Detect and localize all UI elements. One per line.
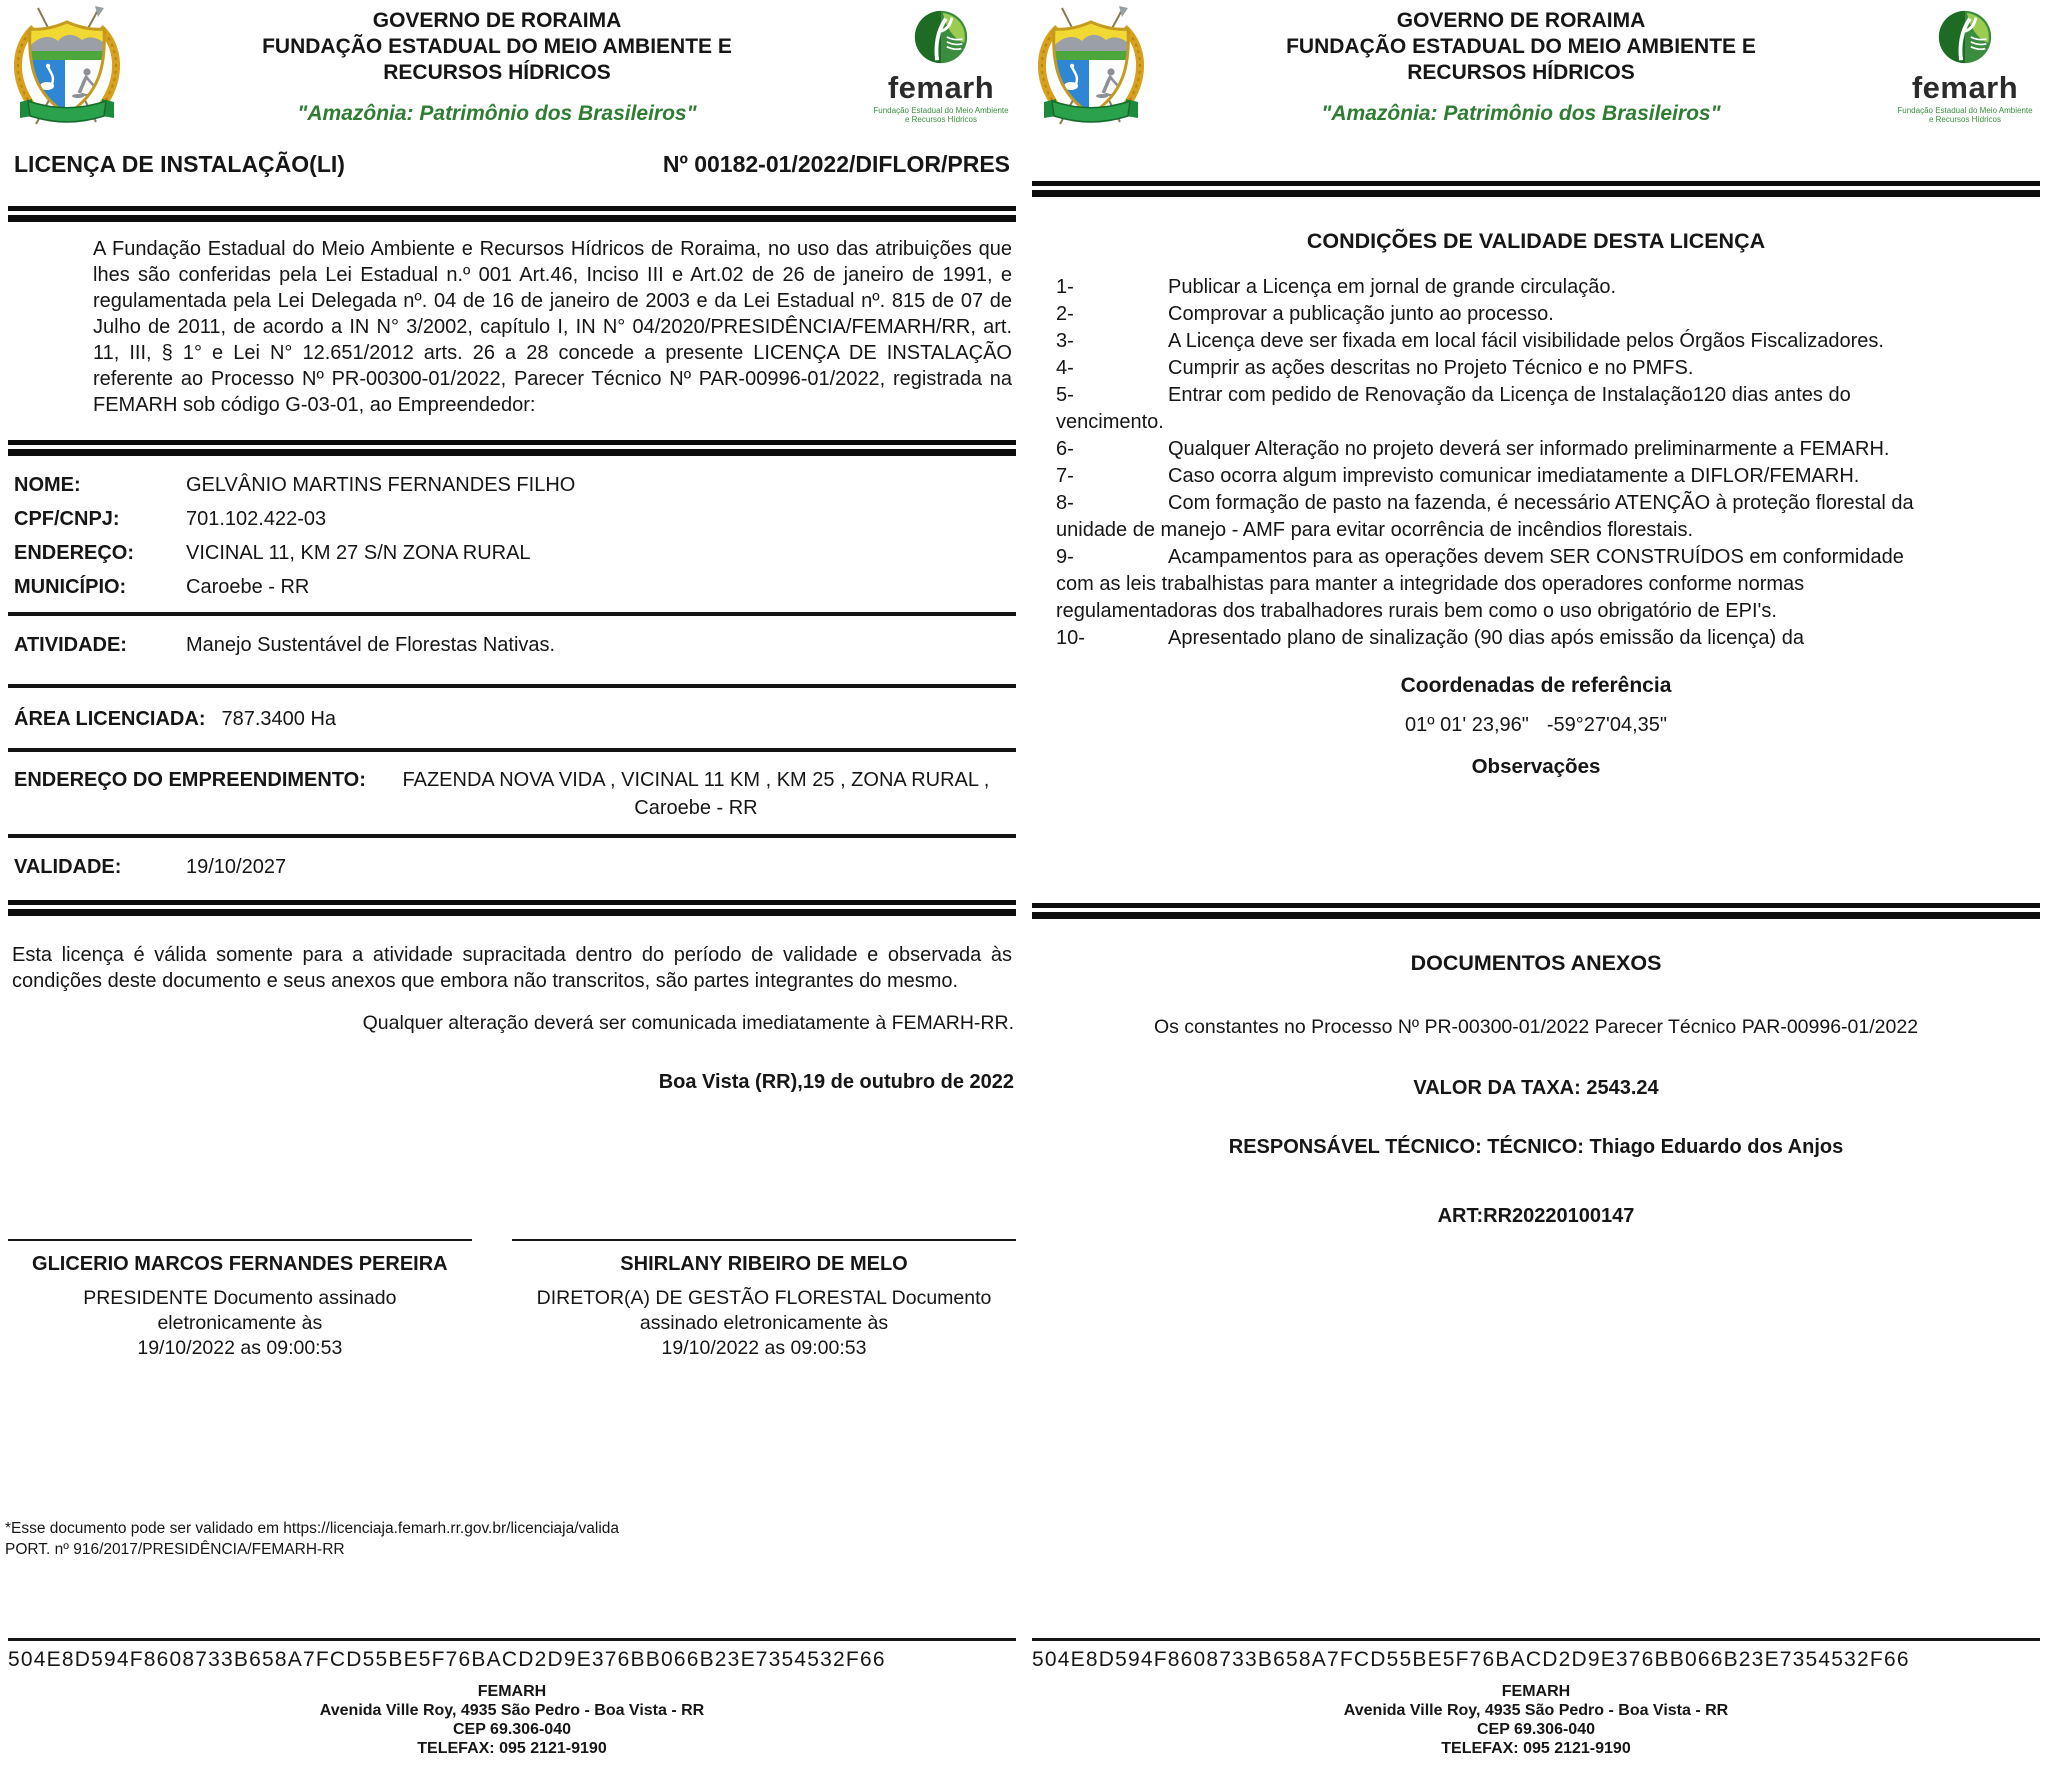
issue-date-line: Boa Vista (RR),19 de outubro de 2022 — [658, 1071, 1014, 1093]
femarh-logo — [1890, 6, 2040, 124]
observations-empty-space — [1032, 779, 2040, 903]
divider — [8, 1638, 1016, 1641]
signer-name: GLICERIO MARCOS FERNANDES PEREIRA — [32, 1253, 448, 1275]
footer-address-block — [1032, 1682, 2040, 1758]
header-gov-line: GOVERNO DE RORAIMA — [372, 9, 622, 32]
footer-address-block — [8, 1682, 1016, 1758]
femarh-logo-icon — [1934, 8, 1996, 68]
conditions-list — [1056, 274, 1938, 652]
condition-item: 6- Qualquer Alteração no projeto deverá ser informado preliminarmente a FEMARH. — [1056, 438, 1890, 460]
condition-item: 1- Publicar a Licença em jornal de grande circulação. — [1056, 276, 1617, 298]
header-org-block — [128, 6, 866, 126]
divider — [8, 612, 1016, 616]
field-value: 19/10/2027 — [186, 856, 287, 878]
field-value: Manejo Sustentável de Florestas Nativas. — [186, 634, 556, 656]
header-motto: "Amazônia: Patrimônio dos Brasileiros" — [297, 102, 697, 125]
field-value: Caroebe - RR — [186, 576, 310, 598]
signatures — [8, 1239, 1016, 1361]
field-row-empreendimento — [14, 766, 1016, 822]
condition-item: 5- Entrar com pedido de Renovação da Licença de Instalação120 dias antes do vencimento. — [1056, 384, 1851, 433]
coordinates-title: Coordenadas de referência — [1400, 674, 1672, 697]
divider — [1032, 181, 2040, 197]
signer-role: PRESIDENTE Documento assinado eletronicamente às — [83, 1287, 397, 1334]
conditions-title: CONDIÇÕES DE VALIDADE DESTA LICENÇA — [1306, 229, 1766, 253]
field-row-municipio — [14, 574, 1016, 600]
field-value: FAZENDA NOVA VIDA , VICINAL 11 KM , KM 25 , ZONA RURAL , Caroebe - RR — [402, 769, 990, 819]
field-label: ENDEREÇO: — [14, 542, 135, 564]
technical-responsible-line: RESPONSÁVEL TÉCNICO: TÉCNICO: Thiago Eduardo dos Anjos — [1228, 1136, 1844, 1158]
divider — [8, 748, 1016, 752]
field-row-validade — [14, 854, 1016, 880]
footer-address: Avenida Ville Roy, 4935 São Pedro - Boa Vista - RR — [1343, 1702, 1729, 1719]
field-label: ENDEREÇO DO EMPREENDIMENTO: — [14, 769, 366, 791]
field-label: MUNICÍPIO: — [14, 576, 127, 598]
roraima-coat-of-arms-icon — [8, 6, 128, 133]
condition-item: 2- Comprovar a publicação junto ao processo. — [1056, 303, 1554, 325]
document-hash: 504E8D594F8608733B658A7FCD55BE5F76BACD2D9E376BB066B23E7354532F66 — [1032, 1648, 1910, 1671]
divider — [8, 900, 1016, 916]
annex-title: DOCUMENTOS ANEXOS — [1410, 951, 1662, 975]
header-gov-line: GOVERNO DE RORAIMA — [1396, 9, 1646, 32]
field-label: VALIDADE: — [14, 856, 122, 878]
roraima-coat-of-arms-icon — [1032, 6, 1152, 133]
signer-role: DIRETOR(A) DE GESTÃO FLORESTAL Documento assinado eletronicamente às — [536, 1287, 992, 1334]
footer-telefax: TELEFAX: 095 2121-9190 — [1441, 1740, 1631, 1757]
divider — [8, 684, 1016, 688]
observations-title: Observações — [1471, 755, 1601, 778]
divider — [1032, 903, 2040, 919]
femarh-wordmark: femarh — [1911, 70, 2019, 105]
footer-cep: CEP 69.306-040 — [452, 1721, 571, 1738]
page-left-header — [8, 6, 1016, 133]
signature-president — [8, 1239, 472, 1361]
field-value: 787.3400 Ha — [221, 708, 337, 730]
signer-name: SHIRLANY RIBEIRO DE MELO — [620, 1253, 908, 1275]
femarh-subtitle: Fundação Estadual do Meio Ambiente e Recursos Hídricos — [873, 106, 1009, 124]
page-right-header — [1032, 6, 2040, 133]
field-row-endereco — [14, 540, 1016, 566]
intro-paragraph: A Fundação Estadual do Meio Ambiente e Recursos Hídricos de Roraima, no uso das atribuições que lhes são conferidas pela Lei Estadual n.º 001 Art.46, Inciso III e Art.02 de 26 de janeiro de 1991, e regulamentada pela Lei Delegada nº. 04 de 16 de janeiro de 2003 e da Lei Estadual nº. 815 de 07 de Julho de 2011, de acordo a IN N° 3/2002, capítulo I, IN N° 04/2020/PRESIDÊNCIA/FEMARH/RR, art. 11, III, § 1° e Lei N° 12.651/2012 arts. 26 a 28 concede a presente LICENÇA DE INSTALAÇÃO referente ao Processo Nº PR-00300-01/2022, Parecer Técnico Nº PAR-00996-01/2022, registrada na FEMARH sob código G-03-01, ao Empreendedor: — [93, 238, 1012, 416]
validation-url-line: *Esse documento pode ser validado em https://licenciaja.femarh.rr.gov.br/licenciaja/valida — [5, 1520, 620, 1537]
page-left-footer — [8, 1638, 1016, 1758]
tax-value-line: VALOR DA TAXA: 2543.24 — [1413, 1077, 1659, 1099]
header-org-line: FUNDAÇÃO ESTADUAL DO MEIO AMBIENTE E RECURSOS HÍDRICOS — [1286, 35, 1756, 84]
document-hash: 504E8D594F8608733B658A7FCD55BE5F76BACD2D9E376BB066B23E7354532F66 — [8, 1648, 886, 1671]
annex-text: Os constantes no Processo Nº PR-00300-01/2022 Parecer Técnico PAR-00996-01/2022 — [1153, 1016, 1919, 1038]
coordinate-longitude: -59°27'04,35" — [1546, 714, 1667, 736]
condition-item: 7- Caso ocorra algum imprevisto comunicar imediatamente a DIFLOR/FEMARH. — [1056, 465, 1860, 487]
alteration-note: Qualquer alteração deverá ser comunicada imediatamente à FEMARH-RR. — [362, 1012, 1014, 1034]
femarh-subtitle: Fundação Estadual do Meio Ambiente e Recursos Hídricos — [1897, 106, 2033, 124]
header-org-block — [1152, 6, 1890, 126]
femarh-logo — [866, 6, 1016, 124]
page-right — [1024, 0, 2048, 1771]
validation-footnote — [5, 1518, 619, 1560]
femarh-wordmark: femarh — [887, 70, 995, 105]
document-number: Nº 00182-01/2022/DIFLOR/PRES — [662, 151, 1010, 177]
divider — [8, 440, 1016, 456]
field-value: GELVÂNIO MARTINS FERNANDES FILHO — [186, 474, 576, 496]
validity-paragraph: Esta licença é válida somente para a atividade supracitada dentro do período de validade e observada às condições deste documento e seus anexos que embora não transcritos, são partes integrantes do mesmo. — [12, 944, 1012, 992]
field-row-atividade — [14, 632, 1016, 658]
field-label: CPF/CNPJ: — [14, 508, 120, 530]
footer-org: FEMARH — [477, 1683, 547, 1700]
divider — [8, 834, 1016, 838]
signature-director — [512, 1239, 1016, 1361]
condition-item: 8- Com formação de pasto na fazenda, é necessário ATENÇÃO à proteção florestal da unidade de manejo - AMF para evitar ocorrência de incêndios florestais. — [1056, 492, 1914, 541]
field-row-area-licenciada — [14, 706, 1016, 732]
header-org-line: FUNDAÇÃO ESTADUAL DO MEIO AMBIENTE E RECURSOS HÍDRICOS — [262, 35, 732, 84]
document-type-title: LICENÇA DE INSTALAÇÃO(LI) — [14, 151, 345, 177]
field-label: NOME: — [14, 474, 81, 496]
divider — [1032, 1638, 2040, 1641]
coordinate-latitude: 01º 01' 23,96" — [1404, 714, 1529, 736]
field-row-nome — [14, 472, 1016, 498]
signature-datetime: 19/10/2022 as 09:00:53 — [137, 1337, 343, 1359]
field-value: VICINAL 11, KM 27 S/N ZONA RURAL — [186, 542, 531, 564]
art-number-line: ART:RR20220100147 — [1437, 1205, 1635, 1227]
holder-fields — [8, 472, 1016, 600]
signature-datetime: 19/10/2022 as 09:00:53 — [661, 1337, 867, 1359]
condition-item: 9- Acampamentos para as operações devem SER CONSTRUÍDOS em conformidade com as leis trabalhistas para manter a integridade dos operadores conforme normas regulamentadoras dos trabalhadores rurais bem como o uso obrigatório de EPI's. — [1056, 546, 1904, 622]
divider — [8, 206, 1016, 222]
footer-org: FEMARH — [1501, 1683, 1571, 1700]
header-motto: "Amazônia: Patrimônio dos Brasileiros" — [1321, 102, 1721, 125]
condition-item: 10- Apresentado plano de sinalização (90 dias após emissão da licença) da — [1056, 627, 1804, 649]
footer-cep: CEP 69.306-040 — [1476, 1721, 1595, 1738]
condition-item: 3- A Licença deve ser fixada em local fácil visibilidade pelos Órgãos Fiscalizadores. — [1056, 330, 1884, 352]
field-label: ATIVIDADE: — [14, 634, 127, 656]
footer-address: Avenida Ville Roy, 4935 São Pedro - Boa Vista - RR — [319, 1702, 705, 1719]
document-title-row — [8, 151, 1016, 178]
coordinates-values — [1032, 714, 2040, 737]
field-value: 701.102.422-03 — [186, 508, 327, 530]
page-right-footer — [1032, 1638, 2040, 1758]
field-label: ÁREA LICENCIADA: — [14, 708, 206, 730]
femarh-logo-icon — [910, 8, 972, 68]
condition-item: 4- Cumprir as ações descritas no Projeto Técnico e no PMFS. — [1056, 357, 1694, 379]
footer-telefax: TELEFAX: 095 2121-9190 — [417, 1740, 607, 1757]
ordinance-line: PORT. nº 916/2017/PRESIDÊNCIA/FEMARH-RR — [5, 1541, 345, 1558]
field-row-cpf — [14, 506, 1016, 532]
